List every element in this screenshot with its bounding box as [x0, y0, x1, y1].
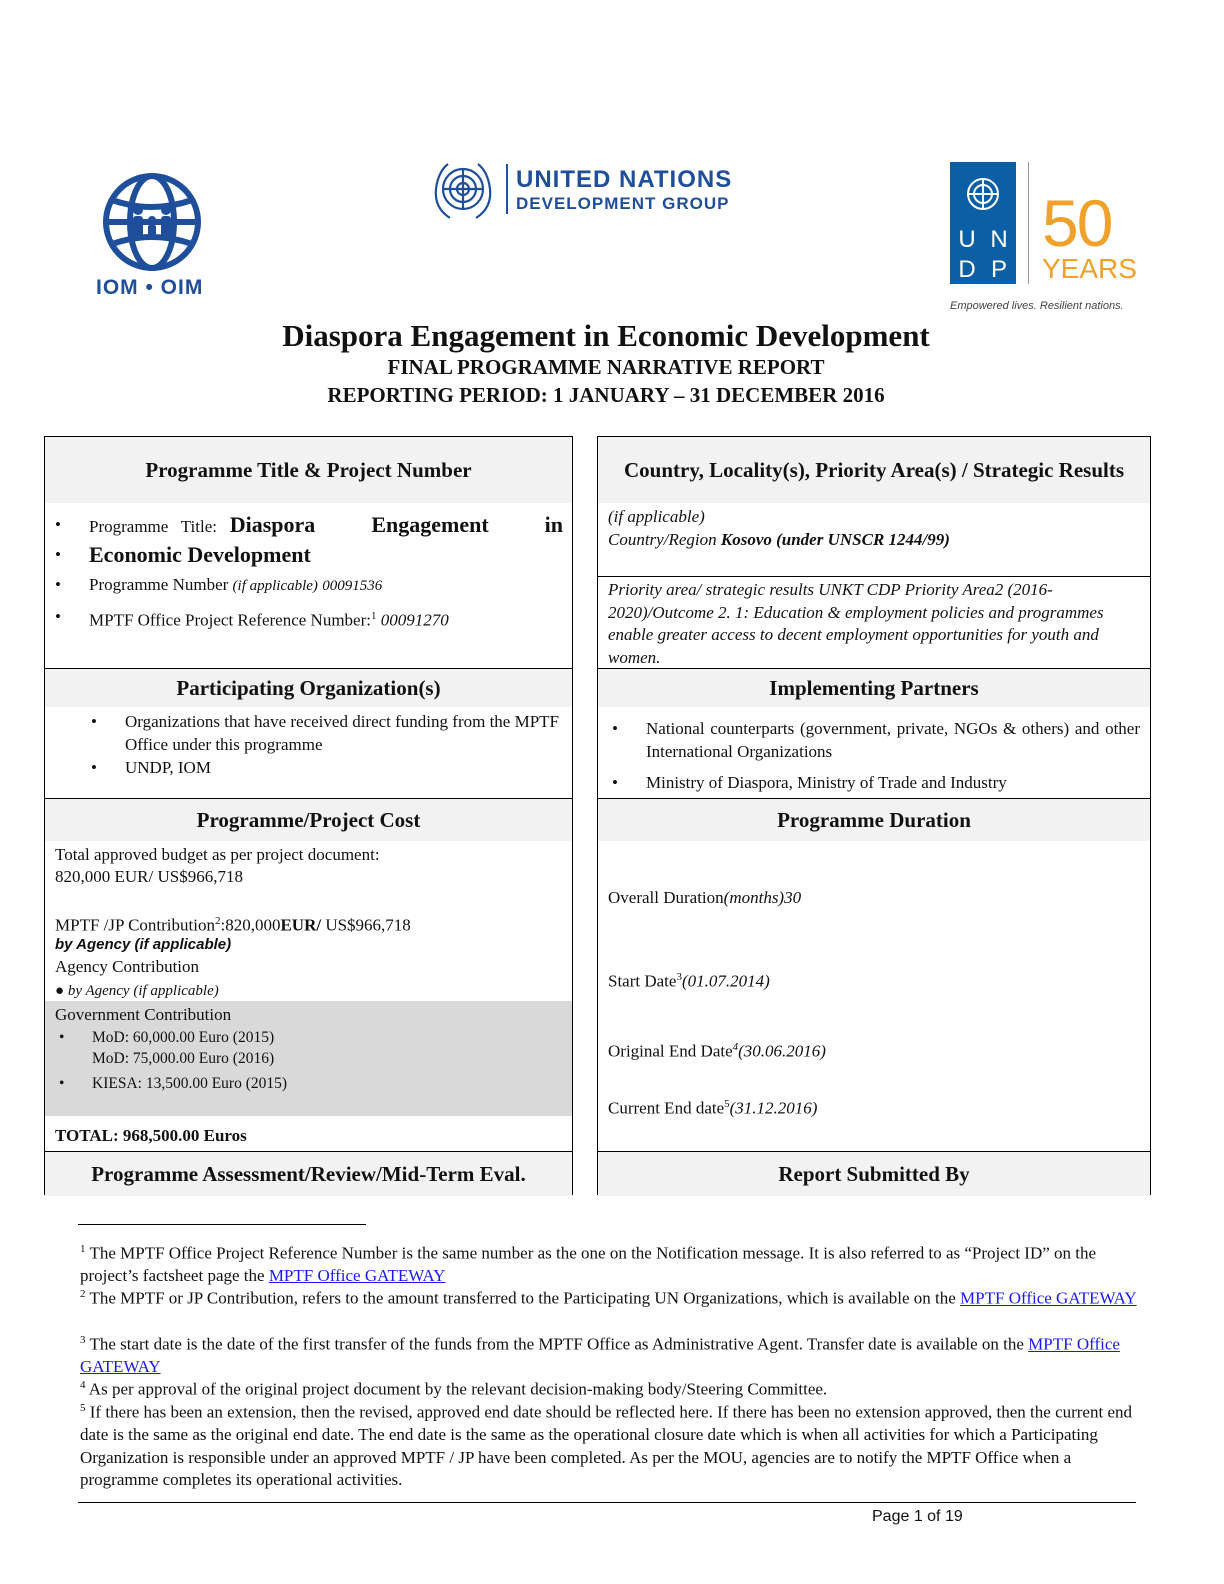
- implementing-box: [597, 668, 1151, 799]
- programme-title-box: [44, 436, 573, 669]
- country-applicable: (if applicable): [608, 507, 705, 526]
- budget-value: 820,000 EUR/ US$966,718: [55, 867, 243, 886]
- start-date: Start Date$^3$(01.07.2014): [608, 971, 770, 991]
- footnote-4: $^4$ As per approval of the original project document by the relevant decision-making body/Steering Committee.: [80, 1379, 828, 1399]
- report-submitted-box: [597, 1151, 1151, 1195]
- page-number: Page 1 of 19: [872, 1508, 963, 1525]
- participating-heading: Participating Organization(s): [45, 669, 572, 707]
- by-agency-italic: ● by Agency (if applicable): [55, 983, 219, 999]
- undp-years: YEARS: [1042, 253, 1137, 284]
- participating-item-1: • Organizations that have received direct funding from the MPTF Office under this programme: [81, 710, 561, 756]
- undp-letter-u: U: [958, 226, 976, 253]
- report-subtitle: FINAL PROGRAMME NARRATIVE REPORT: [387, 355, 825, 379]
- footnote-separator: [78, 1224, 366, 1225]
- current-end-date: Current End date$^5$(31.12.2016): [608, 1098, 818, 1118]
- overall-duration: Overall Duration(months)30: [608, 888, 802, 907]
- mptf-contribution: MPTF /JP Contribution$^2$:820,000EUR/ US$966,718: [55, 915, 411, 935]
- footnote-5: $^5$ If there has been an extension, then the revised, approved end date should be reflected here. If there has been no extension approved, then the current end date is the same as the original end date. The end date is the same as the operational closure date which is when all activities for which a Participating Organization is responsible under an approved MPTF / JP have been completed. As per the MOU, agencies are to notify the MPTF Office when a programme completes its operational activities.: [80, 1402, 1132, 1490]
- participating-list: [81, 710, 561, 779]
- un-emblem-icon: [428, 158, 498, 224]
- undp-letter-d: D: [958, 256, 976, 283]
- programme-number-item: • Programme Number (if applicable) 00091536: [45, 573, 563, 598]
- duration-box: [597, 798, 1151, 1152]
- country-divider: [598, 576, 1150, 577]
- original-end-date: Original End Date$^4$(30.06.2016): [608, 1041, 826, 1061]
- undg-logo: [428, 158, 768, 224]
- footnote-3: $^3$ The start date is the date of the first transfer of the funds from the MPTF Office as Administrative Agent. Transfer date is available on the MPTF Office GATEWAY: [80, 1334, 1120, 1377]
- footnote-1: $^1$ The MPTF Office Project Reference Number is the same number as the one on the Notification message. It is also referred to as “Project ID” on the project’s factsheet page the MPTF Office GATEWAY: [80, 1243, 1097, 1286]
- implementing-item-1: • National counterparts (government, private, NGOs & others) and other International Organizations: [602, 717, 1140, 763]
- cost-heading: Programme/Project Cost: [45, 799, 572, 841]
- iom-logo: [82, 170, 222, 300]
- country-heading: Country, Locality(s), Priority Area(s) / Strategic Results: [598, 437, 1150, 503]
- undp-logo: [946, 160, 1136, 318]
- duration-heading: Programme Duration: [598, 799, 1150, 841]
- participating-box: [44, 668, 573, 799]
- page-title: Diaspora Engagement in Economic Development: [282, 318, 930, 353]
- implementing-list: [602, 717, 1140, 794]
- undg-line-1: UNITED NATIONS: [516, 166, 733, 193]
- undp-letter-p: P: [990, 256, 1007, 283]
- mptf-gateway-link-2[interactable]: MPTF Office GATEWAY: [960, 1288, 1137, 1308]
- assessment-box: [44, 1151, 573, 1195]
- assessment-heading: Programme Assessment/Review/Mid-Term Eval.: [45, 1152, 572, 1196]
- government-contribution-label: Government Contribution: [55, 1005, 232, 1024]
- programme-info-list: [45, 511, 563, 632]
- programme-title-label: Programme Title:: [89, 517, 217, 536]
- undg-divider: [506, 164, 508, 214]
- programme-title-heading: Programme Title & Project Number: [45, 437, 572, 503]
- programme-title-item: [45, 511, 563, 541]
- undp-tagline: Empowered lives. Resilient nations.: [950, 300, 1124, 312]
- mptf-gateway-link-3[interactable]: MPTF Office GATEWAY: [80, 1334, 1120, 1377]
- by-agency-label: by Agency (if applicable): [55, 936, 232, 953]
- implementing-item-2: • Ministry of Diaspora, Ministry of Trade and Industry: [602, 771, 1140, 794]
- un-emblem-icon: [961, 172, 1005, 216]
- mptf-gateway-link-1[interactable]: MPTF Office GATEWAY: [268, 1266, 446, 1286]
- footnote-2: $^2$ The MPTF or JP Contribution, refers to the amount transferred to the Participating UN Organizations, which is available on the MPTF Office GATEWAY: [80, 1288, 1137, 1308]
- agency-contribution-label: Agency Contribution: [55, 957, 200, 976]
- gov-item-2: • KIESA: 13,500.00 Euro (2015): [59, 1075, 288, 1092]
- cost-box: [44, 798, 573, 1152]
- undp-letter-n: N: [990, 226, 1008, 253]
- priority-area-text: Priority area/ strategic results UNKT CDP Priority Area2 (2016-2020)/Outcome 2. 1: Education & employment policies and programmes enable greater access to decent employment opportunities for youth and women.: [608, 580, 1104, 667]
- project-reference-item: • MPTF Office Project Reference Number:$^1$ 00091270: [45, 605, 563, 632]
- country-region: Country/Region Kosovo (under UNSCR 1244/99): [608, 530, 950, 549]
- country-box: [597, 436, 1151, 669]
- undp-panel: [950, 162, 1016, 284]
- page-footer-rule: [78, 1502, 1136, 1503]
- participating-item-2: • UNDP, IOM: [81, 756, 561, 779]
- report-submitted-heading: Report Submitted By: [598, 1152, 1150, 1196]
- undp-50: 50: [1042, 186, 1112, 260]
- cost-total: TOTAL: 968,500.00 Euros: [55, 1126, 247, 1145]
- undp-divider: [1028, 162, 1029, 284]
- gov-item-1: • MoD: 60,000.00 Euro (2015) MoD: 75,000.00 Euro (2016): [59, 1029, 275, 1067]
- reporting-period: REPORTING PERIOD: 1 JANUARY – 31 DECEMBER 2016: [327, 383, 885, 407]
- programme-title-continuation: • Economic Development: [45, 541, 563, 571]
- programme-title-value-line1: Diaspora Engagement in: [229, 512, 563, 537]
- undg-line-2: DEVELOPMENT GROUP: [516, 194, 730, 213]
- iom-logo-text: IOM • OIM: [96, 276, 204, 299]
- government-contribution-panel: [45, 1001, 572, 1116]
- budget-label: Total approved budget as per project document:: [55, 845, 380, 864]
- implementing-heading: Implementing Partners: [598, 669, 1150, 707]
